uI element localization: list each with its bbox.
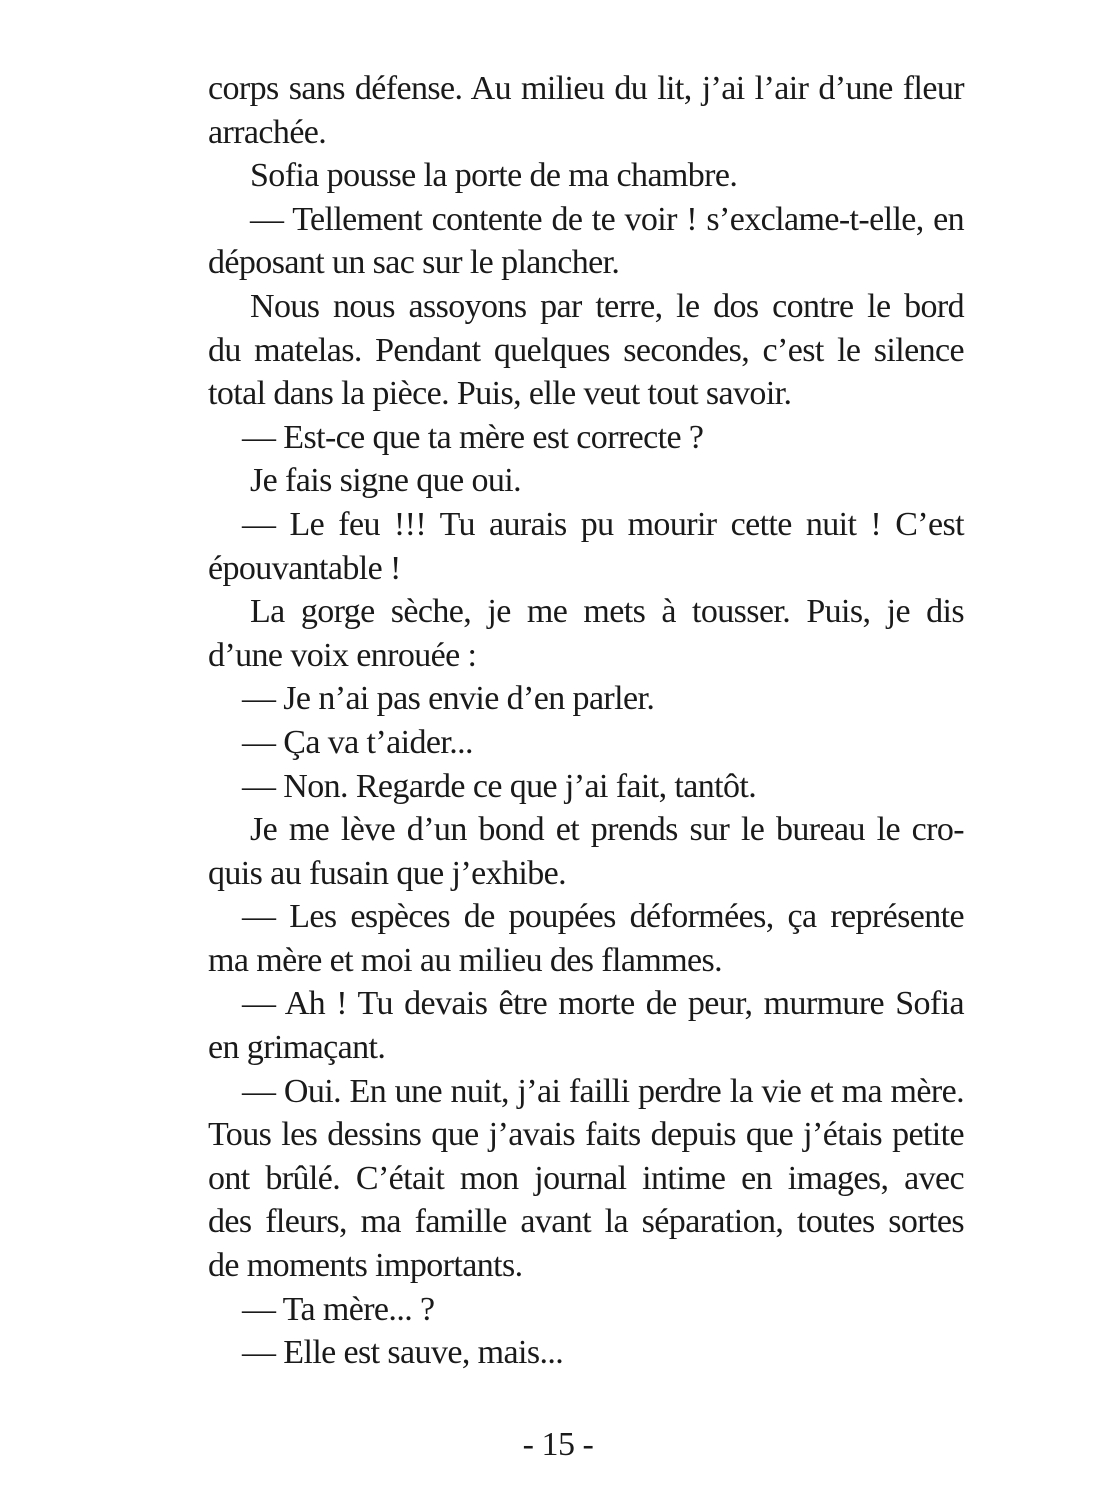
text-line: d’une voix enrouée :: [208, 636, 477, 674]
text-line: de moments importants.: [208, 1247, 523, 1285]
text-line: Je me lève d’un bond et prends sur le bureau le cro-: [250, 811, 964, 849]
text-line: Tous les dessins que j’avais faits depuis que j’étais petite: [208, 1116, 964, 1154]
text-line: — Oui. En une nuit, j’ai failli perdre la vie et ma mère.: [242, 1072, 964, 1110]
text-line: quis au fusain que j’exhibe.: [208, 854, 567, 892]
text-line: — Non. Regarde ce que j’ai fait, tantôt.: [242, 767, 757, 805]
text-line: — Les espèces de poupées déformées, ça représente: [242, 898, 964, 936]
text-line: Sofia pousse la porte de ma chambre.: [250, 157, 738, 195]
text-line: — Je n’ai pas envie d’en parler.: [242, 680, 655, 718]
text-line: — Le feu !!! Tu aurais pu mourir cette nuit ! C’est: [242, 505, 964, 543]
text-line: du matelas. Pendant quelques secondes, c’est le silence: [208, 331, 964, 369]
text-line: ont brûlé. C’était mon journal intime en images, avec: [208, 1159, 964, 1197]
text-line: La gorge sèche, je me mets à tousser. Puis, je dis: [250, 593, 964, 631]
text-line: en grimaçant.: [208, 1029, 386, 1067]
text-line: — Elle est sauve, mais...: [242, 1334, 564, 1372]
text-line: des fleurs, ma famille avant la séparation, toutes sortes: [208, 1203, 964, 1241]
text-line: — Ça va t’aider...: [242, 723, 473, 761]
text-line: Nous nous assoyons par terre, le dos contre le bord: [250, 287, 964, 325]
body-text: [208, 67, 964, 1375]
text-line: total dans la pièce. Puis, elle veut tout savoir.: [208, 375, 792, 413]
text-line: corps sans défense. Au milieu du lit, j’ai l’air d’une fleur: [208, 70, 964, 107]
text-line: — Est-ce que ta mère est correcte ?: [242, 418, 704, 456]
text-line: épouvantable !: [208, 549, 401, 587]
text-line: Je fais signe que oui.: [250, 462, 522, 500]
text-line: déposant un sac sur le plancher.: [208, 244, 620, 282]
text-line: — Ah ! Tu devais être morte de peur, murmure Sofia: [242, 985, 964, 1023]
text-line: — Tellement contente de te voir ! s’exclame-t-elle, en: [250, 200, 964, 238]
text-line: arrachée.: [208, 113, 327, 151]
text-line: ma mère et moi au milieu des flammes.: [208, 941, 723, 979]
page-number: - 15 -: [522, 1426, 594, 1463]
text-line: — Ta mère... ?: [242, 1290, 435, 1328]
